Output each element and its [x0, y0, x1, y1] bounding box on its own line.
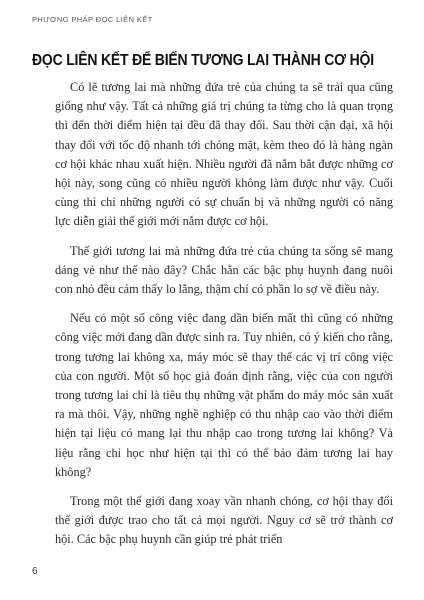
chapter-title: ĐỌC LIÊN KẾT ĐỂ BIẾN TƯƠNG LAI THÀNH CƠ HỘI	[32, 50, 374, 69]
page-number: 6	[32, 566, 38, 577]
paragraph-2: Thế giới tương lai mà những đứa trẻ của chúng ta sống sẽ mang dáng vẻ như thế nào đây? Chắc hẳn các bậc phụ huynh đang nuôi con nhỏ đều cảm thấy lo lắng, thậm chí có phần lo sợ về điều này.	[55, 243, 393, 297]
body-text	[55, 78, 393, 560]
paragraph-3: Nếu có một số công việc đang dần biến mất thì cũng có những công việc mới đang dần được sinh ra. Tuy nhiên, có ý kiến cho rằng, trong tương lai không xa, máy móc sẽ thay thế các vị trí công việc của con người. Một số học giả đoán định rằng, việc của con người trong tương lai chỉ là tiêu thụ những vật phẩm do máy móc sản xuất ra mà thôi. Vậy, những nghề nghiệp có thu nhập cao vào thời điểm hiện tại liệu có mang lại thu nhập cao trong tương lai không? Và liệu rằng chỉ học như hiện tại thì có thể bảo đảm tương lai hay không?	[55, 311, 393, 479]
running-head: PHƯƠNG PHÁP ĐỌC LIÊN KẾT	[32, 15, 153, 24]
paragraph-1: Có lẽ tương lai mà những đứa trẻ của chúng ta sẽ trải qua cũng giống như vậy. Tất cả những giá trị chúng ta từng cho là quan trọng thì đến thời điểm hiện tại đều đã thay đổi. Sau thời cận đại, xã hội thay đổi với tốc độ nhanh tới chóng mặt, kèm theo đó là hàng ngàn cơ hội khác nhau xuất hiện. Nhiều người đã nắm bắt được những cơ hội này, song cũng có nhiều người không làm được như vậy. Cuối cùng thì chỉ những người có sự chuẩn bị và những người có năng lực diễn giải thế giới mới nắm được cơ hội.	[55, 80, 393, 229]
paragraph-4: Trong một thế giới đang xoay vần nhanh chóng, cơ hội thay đổi thế giới được trao cho tất cả mọi người. Nguy cơ sẽ trở thành cơ hội. Các bậc phụ huynh cần giúp trẻ phát triển	[55, 494, 393, 547]
